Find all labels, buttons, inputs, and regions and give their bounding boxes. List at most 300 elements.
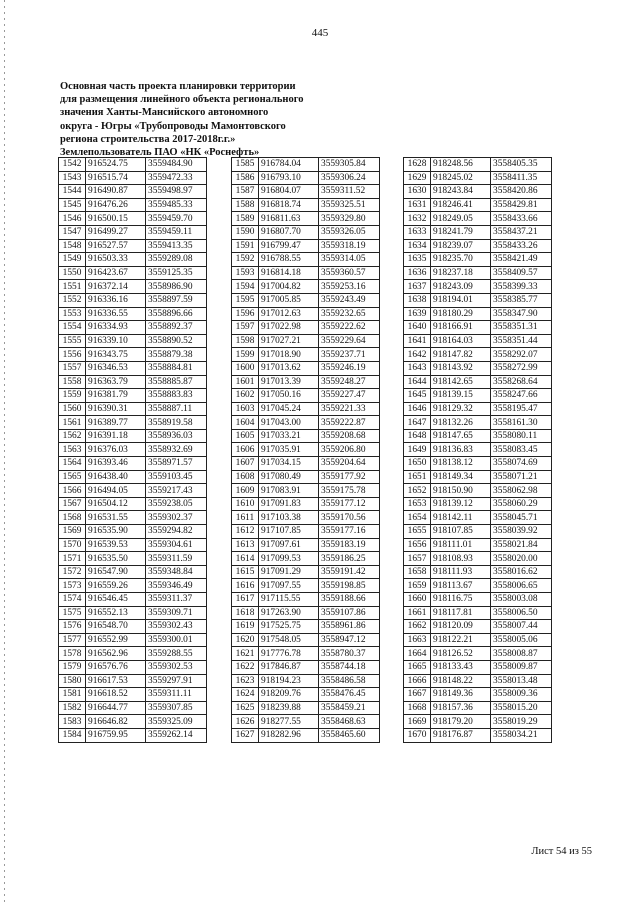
x-coordinate-cell: 918194.01: [431, 293, 491, 307]
y-coordinate-cell: 3558936.03: [146, 429, 207, 443]
table-row: [59, 660, 207, 674]
x-coordinate-cell: 917107.85: [259, 525, 319, 539]
x-coordinate-cell: 918241.79: [431, 225, 491, 239]
table-row: [59, 375, 207, 389]
point-number-cell: 1565: [59, 470, 86, 484]
table-row: [59, 525, 207, 539]
table-row: [232, 470, 380, 484]
point-number-cell: 1619: [232, 620, 259, 634]
table-row: [232, 633, 380, 647]
table-row: [404, 185, 552, 199]
x-coordinate-cell: 916393.46: [86, 457, 146, 471]
y-coordinate-cell: 3559346.49: [146, 579, 207, 593]
point-number-cell: 1570: [59, 538, 86, 552]
table-row: [404, 660, 552, 674]
table-row: [404, 212, 552, 226]
point-number-cell: 1567: [59, 497, 86, 511]
table-row: [232, 280, 380, 294]
table-row: [59, 579, 207, 593]
table-row: [232, 361, 380, 375]
point-number-cell: 1595: [232, 293, 259, 307]
x-coordinate-cell: 918243.09: [431, 280, 491, 294]
table-row: [59, 253, 207, 267]
point-number-cell: 1557: [59, 361, 86, 375]
point-number-cell: 1657: [404, 552, 431, 566]
y-coordinate-cell: 3559302.43: [146, 620, 207, 634]
header-line: для размещения линейного объекта регионального: [60, 94, 304, 106]
point-number-cell: 1568: [59, 511, 86, 525]
x-coordinate-cell: 916515.74: [86, 171, 146, 185]
x-coordinate-cell: 917013.62: [259, 361, 319, 375]
y-coordinate-cell: 3558385.77: [491, 293, 552, 307]
point-number-cell: 1646: [404, 402, 431, 416]
y-coordinate-cell: 3558465.60: [319, 728, 380, 742]
x-coordinate-cell: 916788.55: [259, 253, 319, 267]
table-row: [59, 593, 207, 607]
point-number-cell: 1594: [232, 280, 259, 294]
table-row: [59, 538, 207, 552]
y-coordinate-cell: 3558897.59: [146, 293, 207, 307]
sheet-footer: Лист 54 из 55: [531, 846, 592, 857]
table-row: [232, 266, 380, 280]
point-number-cell: 1644: [404, 375, 431, 389]
point-number-cell: 1641: [404, 334, 431, 348]
y-coordinate-cell: 3559206.80: [319, 443, 380, 457]
y-coordinate-cell: 3558971.57: [146, 457, 207, 471]
y-coordinate-cell: 3559306.24: [319, 171, 380, 185]
y-coordinate-cell: 3558272.99: [491, 361, 552, 375]
coordinates-table-2: [231, 157, 380, 743]
y-coordinate-cell: 3558986.90: [146, 280, 207, 294]
point-number-cell: 1576: [59, 620, 86, 634]
x-coordinate-cell: 916494.05: [86, 484, 146, 498]
point-number-cell: 1649: [404, 443, 431, 457]
y-coordinate-cell: 3558005.06: [491, 633, 552, 647]
point-number-cell: 1639: [404, 307, 431, 321]
point-number-cell: 1660: [404, 593, 431, 607]
x-coordinate-cell: 918239.07: [431, 239, 491, 253]
x-coordinate-cell: 917018.90: [259, 348, 319, 362]
table-row: [59, 185, 207, 199]
table-row: [59, 212, 207, 226]
x-coordinate-cell: 917045.24: [259, 402, 319, 416]
x-coordinate-cell: 916548.70: [86, 620, 146, 634]
x-coordinate-cell: 917091.29: [259, 565, 319, 579]
y-coordinate-cell: 3558399.33: [491, 280, 552, 294]
table-row: [404, 375, 552, 389]
x-coordinate-cell: 918142.65: [431, 375, 491, 389]
table-row: [59, 266, 207, 280]
x-coordinate-cell: 918243.84: [431, 185, 491, 199]
table-row: [404, 633, 552, 647]
y-coordinate-cell: 3558003.08: [491, 593, 552, 607]
x-coordinate-cell: 916334.93: [86, 321, 146, 335]
y-coordinate-cell: 3559229.64: [319, 334, 380, 348]
y-coordinate-cell: 3559297.91: [146, 674, 207, 688]
x-coordinate-cell: 917525.75: [259, 620, 319, 634]
x-coordinate-cell: 918235.70: [431, 253, 491, 267]
table-row: [404, 457, 552, 471]
table-row: [59, 701, 207, 715]
y-coordinate-cell: 3559472.33: [146, 171, 207, 185]
y-coordinate-cell: 3559262.14: [146, 728, 207, 742]
y-coordinate-cell: 3558486.58: [319, 674, 380, 688]
table-row: [232, 688, 380, 702]
point-number-cell: 1656: [404, 538, 431, 552]
table-row: [232, 593, 380, 607]
y-coordinate-cell: 3559177.92: [319, 470, 380, 484]
y-coordinate-cell: 3558420.86: [491, 185, 552, 199]
table-row: [232, 239, 380, 253]
point-number-cell: 1670: [404, 728, 431, 742]
table-row: [404, 198, 552, 212]
point-number-cell: 1574: [59, 593, 86, 607]
table-row: [404, 225, 552, 239]
point-number-cell: 1623: [232, 674, 259, 688]
y-coordinate-cell: 3558961.86: [319, 620, 380, 634]
point-number-cell: 1598: [232, 334, 259, 348]
table-row: [232, 497, 380, 511]
y-coordinate-cell: 3558351.31: [491, 321, 552, 335]
y-coordinate-cell: 3559103.45: [146, 470, 207, 484]
x-coordinate-cell: 918122.21: [431, 633, 491, 647]
table-row: [404, 728, 552, 742]
table-row: [404, 620, 552, 634]
y-coordinate-cell: 3559222.87: [319, 416, 380, 430]
y-coordinate-cell: 3558421.49: [491, 253, 552, 267]
y-coordinate-cell: 3559302.53: [146, 660, 207, 674]
point-number-cell: 1622: [232, 660, 259, 674]
point-number-cell: 1561: [59, 416, 86, 430]
table-row: [59, 171, 207, 185]
x-coordinate-cell: 916644.77: [86, 701, 146, 715]
y-coordinate-cell: 3558009.87: [491, 660, 552, 674]
x-coordinate-cell: 917091.83: [259, 497, 319, 511]
point-number-cell: 1588: [232, 198, 259, 212]
y-coordinate-cell: 3559222.62: [319, 321, 380, 335]
y-coordinate-cell: 3558006.50: [491, 606, 552, 620]
x-coordinate-cell: 918139.12: [431, 497, 491, 511]
x-coordinate-cell: 917035.91: [259, 443, 319, 457]
x-coordinate-cell: 918113.67: [431, 579, 491, 593]
table-row: [404, 307, 552, 321]
table-row: [59, 688, 207, 702]
y-coordinate-cell: 3558020.00: [491, 552, 552, 566]
x-coordinate-cell: 916759.95: [86, 728, 146, 742]
header-line: округа - Югры «Трубопроводы Мамонтовского: [60, 120, 286, 132]
point-number-cell: 1628: [404, 158, 431, 172]
point-number-cell: 1560: [59, 402, 86, 416]
point-number-cell: 1661: [404, 606, 431, 620]
y-coordinate-cell: 3558437.21: [491, 225, 552, 239]
y-coordinate-cell: 3558062.98: [491, 484, 552, 498]
y-coordinate-cell: 3559191.42: [319, 565, 380, 579]
table-row: [59, 198, 207, 212]
y-coordinate-cell: 3559307.85: [146, 701, 207, 715]
y-coordinate-cell: 3559459.70: [146, 212, 207, 226]
point-number-cell: 1620: [232, 633, 259, 647]
header-line: Землепользователь ПАО «НК «Роснефть»: [60, 147, 260, 159]
point-number-cell: 1611: [232, 511, 259, 525]
table-row: [232, 307, 380, 321]
y-coordinate-cell: 3558947.12: [319, 633, 380, 647]
x-coordinate-cell: 916476.26: [86, 198, 146, 212]
header-line: значения Ханты-Мансийского автономного: [60, 107, 269, 119]
y-coordinate-cell: 3558887.11: [146, 402, 207, 416]
x-coordinate-cell: 917080.49: [259, 470, 319, 484]
table-row: [59, 225, 207, 239]
x-coordinate-cell: 917103.38: [259, 511, 319, 525]
y-coordinate-cell: 3558883.83: [146, 389, 207, 403]
y-coordinate-cell: 3559484.90: [146, 158, 207, 172]
table-row: [404, 321, 552, 335]
y-coordinate-cell: 3558896.66: [146, 307, 207, 321]
x-coordinate-cell: 916390.31: [86, 402, 146, 416]
x-coordinate-cell: 918107.85: [431, 525, 491, 539]
x-coordinate-cell: 917012.63: [259, 307, 319, 321]
table-row: [232, 660, 380, 674]
table-row: [232, 728, 380, 742]
y-coordinate-cell: 3559186.25: [319, 552, 380, 566]
table-row: [404, 484, 552, 498]
point-number-cell: 1613: [232, 538, 259, 552]
y-coordinate-cell: 3558071.21: [491, 470, 552, 484]
y-coordinate-cell: 3558892.37: [146, 321, 207, 335]
point-number-cell: 1579: [59, 660, 86, 674]
table-row: [232, 538, 380, 552]
point-number-cell: 1630: [404, 185, 431, 199]
point-number-cell: 1653: [404, 497, 431, 511]
table-row: [404, 715, 552, 729]
point-number-cell: 1608: [232, 470, 259, 484]
x-coordinate-cell: 918139.15: [431, 389, 491, 403]
table-row: [59, 728, 207, 742]
point-number-cell: 1606: [232, 443, 259, 457]
point-number-cell: 1599: [232, 348, 259, 362]
y-coordinate-cell: 3559304.61: [146, 538, 207, 552]
x-coordinate-cell: 916336.55: [86, 307, 146, 321]
table-row: [59, 674, 207, 688]
table-row: [59, 715, 207, 729]
table-row: [404, 293, 552, 307]
y-coordinate-cell: 3558405.35: [491, 158, 552, 172]
x-coordinate-cell: 917263.90: [259, 606, 319, 620]
x-coordinate-cell: 918164.03: [431, 334, 491, 348]
table-row: [404, 497, 552, 511]
x-coordinate-cell: 917022.98: [259, 321, 319, 335]
point-number-cell: 1553: [59, 307, 86, 321]
point-number-cell: 1572: [59, 565, 86, 579]
x-coordinate-cell: 916539.53: [86, 538, 146, 552]
y-coordinate-cell: 3558074.69: [491, 457, 552, 471]
table-row: [404, 239, 552, 253]
x-coordinate-cell: 916524.75: [86, 158, 146, 172]
x-coordinate-cell: 918143.92: [431, 361, 491, 375]
y-coordinate-cell: 3559175.78: [319, 484, 380, 498]
x-coordinate-cell: 918277.55: [259, 715, 319, 729]
x-coordinate-cell: 918149.34: [431, 470, 491, 484]
point-number-cell: 1562: [59, 429, 86, 443]
y-coordinate-cell: 3559183.19: [319, 538, 380, 552]
x-coordinate-cell: 916814.18: [259, 266, 319, 280]
point-number-cell: 1587: [232, 185, 259, 199]
x-coordinate-cell: 916381.79: [86, 389, 146, 403]
y-coordinate-cell: 3558885.87: [146, 375, 207, 389]
y-coordinate-cell: 3558919.58: [146, 416, 207, 430]
point-number-cell: 1635: [404, 253, 431, 267]
table-row: [59, 293, 207, 307]
y-coordinate-cell: 3559288.55: [146, 647, 207, 661]
table-row: [59, 321, 207, 335]
x-coordinate-cell: 918136.83: [431, 443, 491, 457]
x-coordinate-cell: 917099.53: [259, 552, 319, 566]
scan-edge-line: [4, 0, 5, 905]
point-number-cell: 1650: [404, 457, 431, 471]
y-coordinate-cell: 3558884.81: [146, 361, 207, 375]
y-coordinate-cell: 3558879.38: [146, 348, 207, 362]
table-row: [404, 606, 552, 620]
point-number-cell: 1627: [232, 728, 259, 742]
point-number-cell: 1564: [59, 457, 86, 471]
x-coordinate-cell: 916504.12: [86, 497, 146, 511]
document-header: [60, 80, 390, 159]
point-number-cell: 1592: [232, 253, 259, 267]
y-coordinate-cell: 3558351.44: [491, 334, 552, 348]
point-number-cell: 1621: [232, 647, 259, 661]
x-coordinate-cell: 917097.55: [259, 579, 319, 593]
y-coordinate-cell: 3558932.69: [146, 443, 207, 457]
x-coordinate-cell: 916818.74: [259, 198, 319, 212]
point-number-cell: 1636: [404, 266, 431, 280]
y-coordinate-cell: 3559318.19: [319, 239, 380, 253]
x-coordinate-cell: 916343.75: [86, 348, 146, 362]
point-number-cell: 1669: [404, 715, 431, 729]
x-coordinate-cell: 916576.76: [86, 660, 146, 674]
table-row: [232, 606, 380, 620]
table-row: [232, 185, 380, 199]
y-coordinate-cell: 3558744.18: [319, 660, 380, 674]
y-coordinate-cell: 3558045.71: [491, 511, 552, 525]
y-coordinate-cell: 3558347.90: [491, 307, 552, 321]
point-number-cell: 1590: [232, 225, 259, 239]
x-coordinate-cell: 916617.53: [86, 674, 146, 688]
x-coordinate-cell: 918176.87: [431, 728, 491, 742]
table-row: [404, 593, 552, 607]
table-row: [59, 470, 207, 484]
x-coordinate-cell: 918108.93: [431, 552, 491, 566]
y-coordinate-cell: 3558292.07: [491, 348, 552, 362]
x-coordinate-cell: 916438.40: [86, 470, 146, 484]
x-coordinate-cell: 916807.70: [259, 225, 319, 239]
y-coordinate-cell: 3559311.11: [146, 688, 207, 702]
point-number-cell: 1633: [404, 225, 431, 239]
y-coordinate-cell: 3559302.37: [146, 511, 207, 525]
table-row: [404, 565, 552, 579]
x-coordinate-cell: 916552.99: [86, 633, 146, 647]
table-row: [404, 389, 552, 403]
x-coordinate-cell: 917034.15: [259, 457, 319, 471]
point-number-cell: 1632: [404, 212, 431, 226]
y-coordinate-cell: 3559221.33: [319, 402, 380, 416]
y-coordinate-cell: 3559413.35: [146, 239, 207, 253]
y-coordinate-cell: 3559289.08: [146, 253, 207, 267]
point-number-cell: 1584: [59, 728, 86, 742]
point-number-cell: 1607: [232, 457, 259, 471]
x-coordinate-cell: 918133.43: [431, 660, 491, 674]
table-row: [232, 715, 380, 729]
table-row: [404, 674, 552, 688]
y-coordinate-cell: 3559238.05: [146, 497, 207, 511]
x-coordinate-cell: 916535.50: [86, 552, 146, 566]
x-coordinate-cell: 916527.57: [86, 239, 146, 253]
table-row: [232, 525, 380, 539]
page-number: 445: [311, 27, 329, 39]
point-number-cell: 1543: [59, 171, 86, 185]
table-row: [232, 701, 380, 715]
point-number-cell: 1615: [232, 565, 259, 579]
point-number-cell: 1549: [59, 253, 86, 267]
y-coordinate-cell: 3559498.97: [146, 185, 207, 199]
x-coordinate-cell: 918149.36: [431, 688, 491, 702]
table-row: [404, 280, 552, 294]
table-row: [404, 701, 552, 715]
y-coordinate-cell: 3559311.37: [146, 593, 207, 607]
y-coordinate-cell: 3558459.21: [319, 701, 380, 715]
header-line: региона строительства 2017-2018г.г.»: [60, 133, 236, 145]
x-coordinate-cell: 918147.82: [431, 348, 491, 362]
x-coordinate-cell: 918194.23: [259, 674, 319, 688]
table-row: [59, 429, 207, 443]
x-coordinate-cell: 918166.91: [431, 321, 491, 335]
point-number-cell: 1647: [404, 416, 431, 430]
table-row: [404, 525, 552, 539]
x-coordinate-cell: 918150.90: [431, 484, 491, 498]
y-coordinate-cell: 3559177.16: [319, 525, 380, 539]
table-row: [59, 552, 207, 566]
point-number-cell: 1591: [232, 239, 259, 253]
point-number-cell: 1625: [232, 701, 259, 715]
y-coordinate-cell: 3559300.01: [146, 633, 207, 647]
y-coordinate-cell: 3558016.62: [491, 565, 552, 579]
point-number-cell: 1648: [404, 429, 431, 443]
table-row: [232, 457, 380, 471]
point-number-cell: 1545: [59, 198, 86, 212]
x-coordinate-cell: 916336.16: [86, 293, 146, 307]
point-number-cell: 1600: [232, 361, 259, 375]
x-coordinate-cell: 916346.53: [86, 361, 146, 375]
point-number-cell: 1580: [59, 674, 86, 688]
x-coordinate-cell: 917050.16: [259, 389, 319, 403]
x-coordinate-cell: 916562.96: [86, 647, 146, 661]
x-coordinate-cell: 918248.56: [431, 158, 491, 172]
table-row: [404, 158, 552, 172]
point-number-cell: 1566: [59, 484, 86, 498]
point-number-cell: 1585: [232, 158, 259, 172]
y-coordinate-cell: 3559237.71: [319, 348, 380, 362]
x-coordinate-cell: 917027.21: [259, 334, 319, 348]
point-number-cell: 1601: [232, 375, 259, 389]
y-coordinate-cell: 3558021.84: [491, 538, 552, 552]
y-coordinate-cell: 3558247.66: [491, 389, 552, 403]
table-row: [232, 389, 380, 403]
point-number-cell: 1637: [404, 280, 431, 294]
point-number-cell: 1596: [232, 307, 259, 321]
x-coordinate-cell: 918282.96: [259, 728, 319, 742]
table-row: [59, 606, 207, 620]
point-number-cell: 1578: [59, 647, 86, 661]
point-number-cell: 1609: [232, 484, 259, 498]
y-coordinate-cell: 3559325.09: [146, 715, 207, 729]
